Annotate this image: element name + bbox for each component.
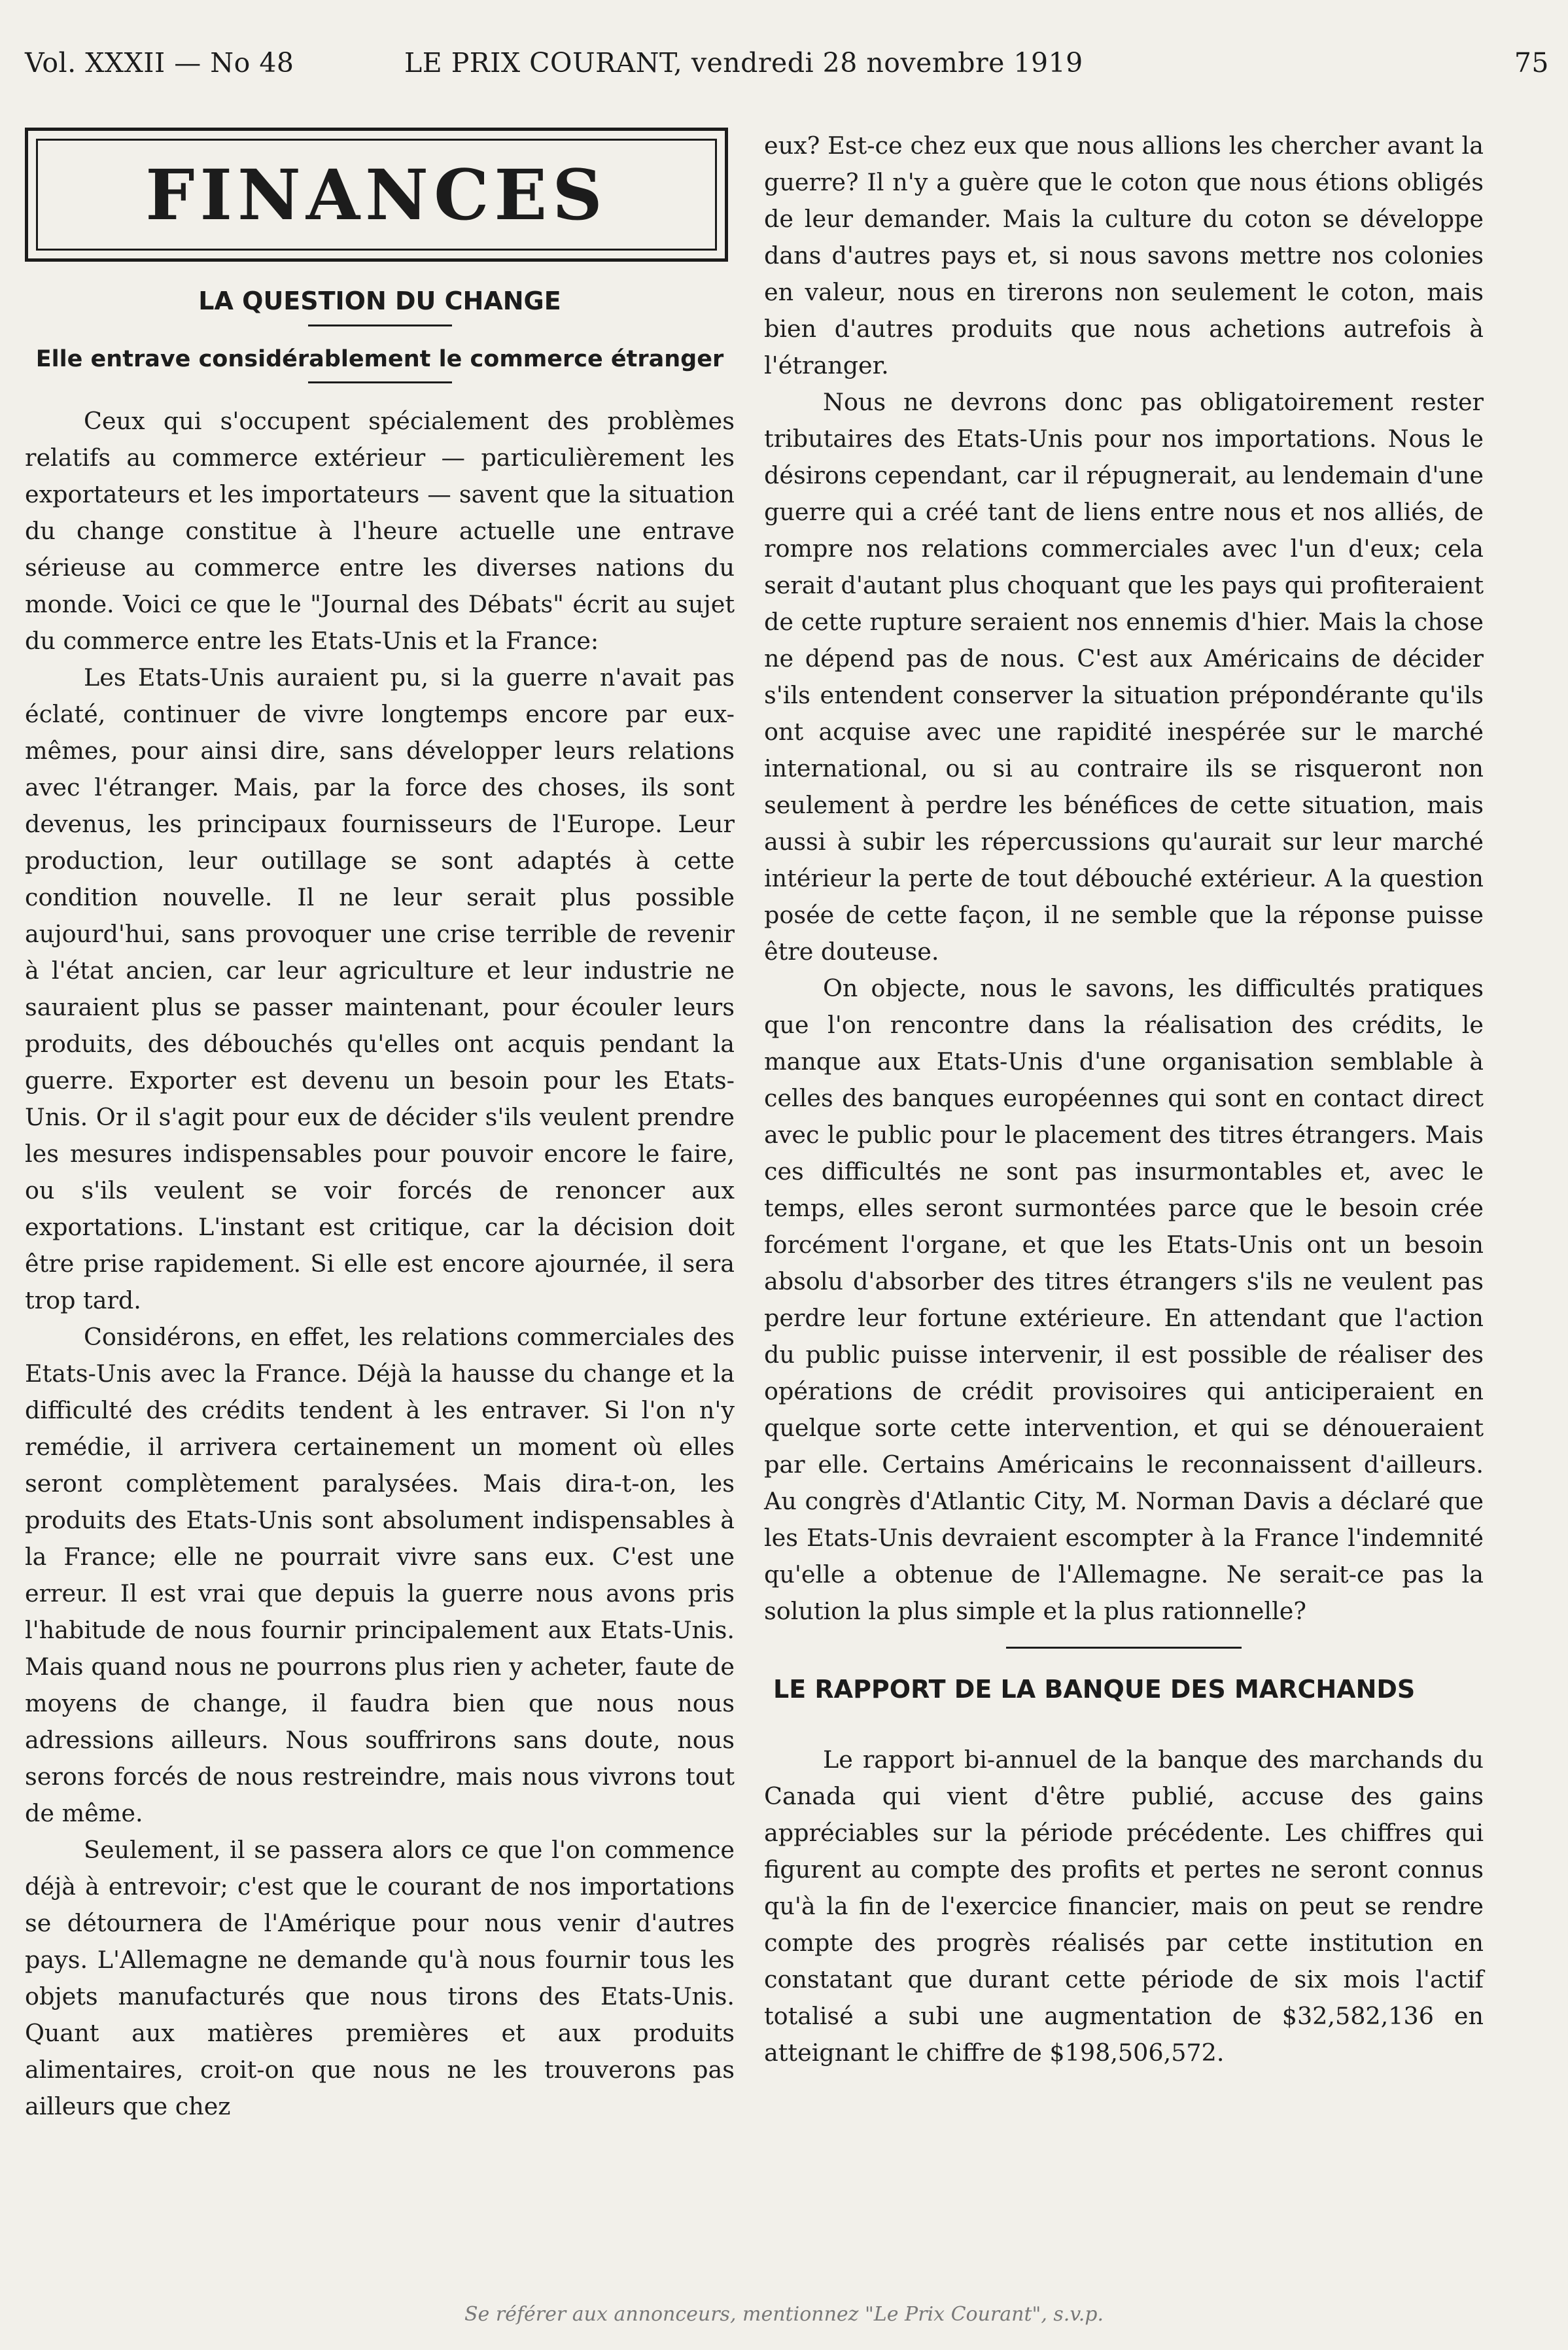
page-number: 75: [1514, 47, 1549, 79]
article-headline: LA QUESTION DU CHANGE: [198, 287, 561, 315]
subheadline-rule: [308, 381, 452, 383]
article-paragraph: eux? Est-ce chez eux que nous allions les chercher avant la guerre? Il n'y a guère que le coton que nous étions obligés de leur demander. Mais la culture du coton se développe dans d'autres pays et, si nous savons mettre nos colonies en valeur, nous en tirerons non seulement le coton, mais bien d'autres produits que nous achetions autrefois à l'étranger.: [764, 132, 1484, 379]
article-paragraph: Ceux qui s'occupent spécialement des problèmes relatifs au commerce extérieur — particulièrement les exportateurs et les importateurs — savent que la situation du change constitue à l'heure actuelle une entrave sérieuse au commerce entre les diverses nations du monde. Voici ce que le "Journal des Débats" écrit au sujet du commerce entre les Etats-Unis et la France:: [25, 407, 735, 655]
article-paragraph: Nous ne devrons donc pas obligatoirement rester tributaires des Etats-Unis pour nos importations. Nous le désirons cependant, car il répugnerait, au lendemain d'une guerre qui a créé tant de liens entre nous et nos alliés, de rompre nos relations commerciales avec l'un d'eux; cela serait d'autant plus choquant que les pays qui profiteraient de cette rupture seraient nos ennemis d'hier. Mais la chose ne dépend pas de nous. C'est aux Américains de décider s'ils entendent conserver la situation prépondérante qu'ils ont acquise avec une rapidité inespérée sur le marché international, ou si au contraire ils se risqueront non seulement à perdre les bénéfices de cette situation, mais aussi à subir les répercussions qu'aurait sur leur marché intérieur la perte de tout débouché extérieur. A la question posée de cette façon, il ne semble que la réponse puisse être douteuse.: [764, 388, 1484, 966]
volume-number: Vol. XXXII — No 48: [25, 47, 294, 79]
article-separator: [1006, 1647, 1242, 1649]
footer-note: Se référer aux annonceurs, mentionnez "Le Prix Courant", s.v.p.: [464, 2303, 1104, 2326]
headline-rule: [308, 324, 452, 326]
publication-title-date: LE PRIX COURANT, vendredi 28 novembre 1919: [404, 47, 1083, 79]
second-article-paragraph: Le rapport bi-annuel de la banque des marchands du Canada qui vient d'être publié, accuse des gains appréciables sur la période précédente. Les chiffres qui figurent au compte des profits et pertes ne seront connus qu'à la fin de l'exercice financier, mais on peut se rendre compte des progrès réalisés par cette institution en constatant que durant cette période de six mois l'actif totalisé a subi une augmentation de $32,582,136 en atteignant le chiffre de $198,506,572.: [764, 1745, 1484, 2067]
second-article-headline: LE RAPPORT DE LA BANQUE DES MARCHANDS: [773, 1675, 1416, 1704]
section-title: FINANCES: [145, 153, 608, 236]
page-header: [25, 47, 1549, 86]
article-paragraph: Seulement, il se passera alors ce que l'on commence déjà à entrevoir; c'est que le courant de nos importations se détournera de l'Amérique pour nous venir d'autres pays. L'Allemagne ne demande qu'à nous fournir tous les objets manufacturés que nous tirons des Etats-Unis. Quant aux matières premières et aux produits alimentaires, croit-on que nous ne les trouverons pas ailleurs que chez: [25, 1836, 735, 2120]
article-paragraph: Les Etats-Unis auraient pu, si la guerre n'avait pas éclaté, continuer de vivre longtemps encore par eux-mêmes, pour ainsi dire, sans développer leurs relations avec l'étranger. Mais, par la force des choses, ils sont devenus, les principaux fournisseurs de l'Europe. Leur production, leur outillage se sont adaptés à cette condition nouvelle. Il ne leur serait plus possible aujourd'hui, sans provoquer une crise terrible de revenir à l'état ancien, car leur agriculture et leur industrie ne sauraient plus se passer maintenant, pour écouler leurs produits, des débouchés qu'elles ont acquis pendant la guerre. Exporter est devenu un besoin pour les Etats-Unis. Or il s'agit pour eux de décider s'ils veulent prendre les mesures indispensables pour pouvoir encore le faire, ou s'ils veulent se voir forcés de renoncer aux exportations. L'instant est critique, car la décision doit être prise rapidement. Si elle est encore ajournée, il sera trop tard.: [25, 663, 735, 1314]
left-column: [25, 128, 735, 2125]
article-subheadline: Elle entrave considérablement le commerce étranger: [35, 346, 724, 372]
section-title-box: [25, 128, 728, 262]
right-column: [764, 128, 1484, 2071]
article-paragraph: Considérons, en effet, les relations commerciales des Etats-Unis avec la France. Déjà la hausse du change et la difficulté des crédits tendent à les entraver. Si l'on n'y remédie, il arrivera certainement un moment où elles seront complètement paralysées. Mais dira-t-on, les produits des Etats-Unis sont absolument indispensables à la France; elle ne pourrait vivre sans eux. C'est une erreur. Il est vrai que depuis la guerre nous avons pris l'habitude de nous fournir principalement aux Etats-Unis. Mais quand nous ne pourrons plus rien y acheter, faute de moyens de change, il faudra bien que nous nous adressions ailleurs. Nous souffrirons sans doute, nous serons forcés de nous restreindre, mais nous vivrons tout de même.: [25, 1323, 735, 1827]
article-paragraph: On objecte, nous le savons, les difficultés pratiques que l'on rencontre dans la réalisation des crédits, le manque aux Etats-Unis d'une organisation semblable à celles des banques européennes qui sont en contact direct avec le public pour le placement des titres étrangers. Mais ces difficultés ne sont pas insurmontables et, avec le temps, elles seront surmontées parce que le besoin crée forcément l'organe, et que les Etats-Unis ont un besoin absolu d'absorber des titres étrangers s'ils ne veulent pas perdre leur fortune extérieure. En attendant que l'action du public puisse intervenir, il est possible de réaliser des opérations de crédit provisoires qui anticiperaient en quelque sorte cette intervention, et qui se dénoueraient par elle. Certains Américains le reconnaissent d'ailleurs. Au congrès d'Atlantic City, M. Norman Davis a déclaré que les Etats-Unis devraient escompter à la France l'indemnité qu'elle a obtenue de l'Allemagne. Ne serait-ce pas la solution la plus simple et la plus rationnelle?: [764, 974, 1484, 1625]
